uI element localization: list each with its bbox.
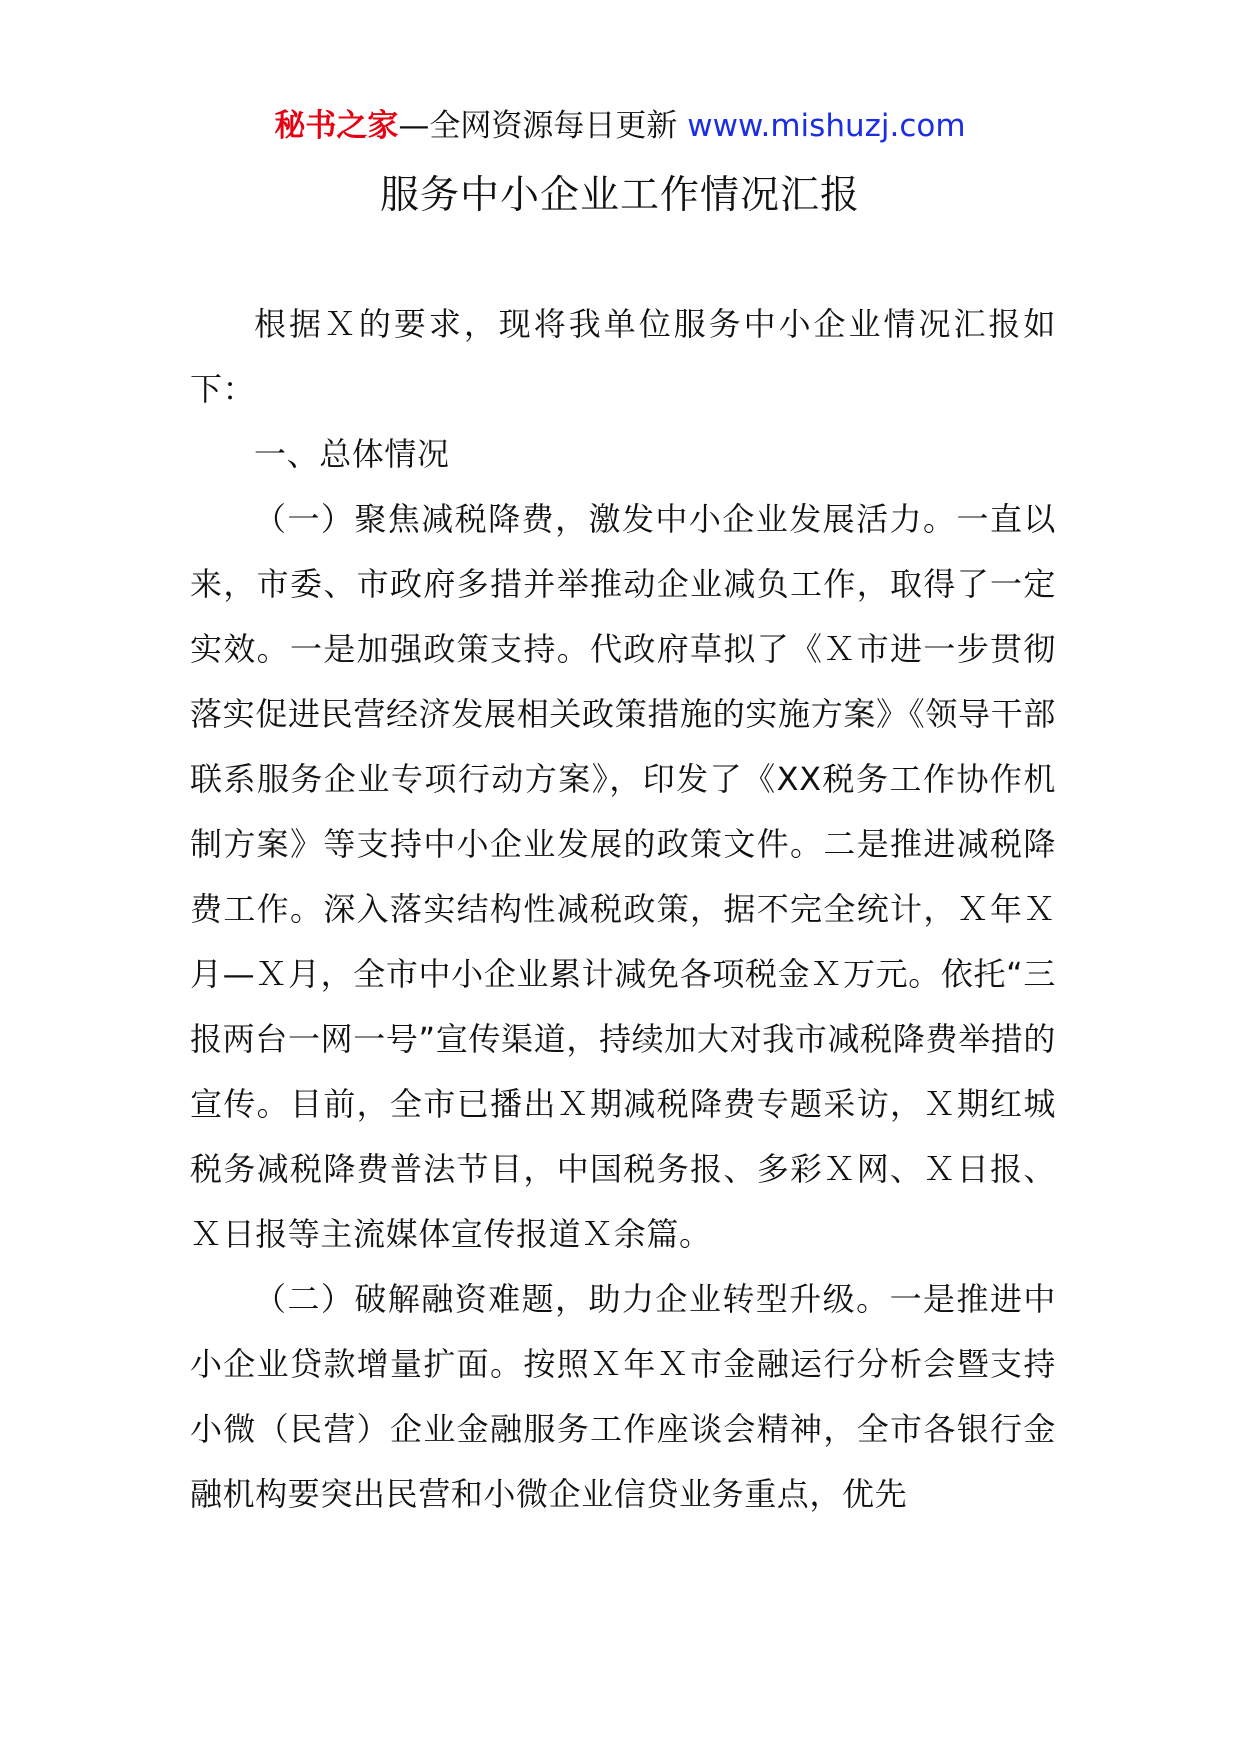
section-heading: 一、总体情况: [254, 435, 450, 473]
site-url-link[interactable]: www.mishuzj.com: [687, 108, 966, 144]
site-header: [0, 104, 1240, 148]
paragraph-financing: （二）破解融资难题，助力企业转型升级。一是推进中小企业贷款增量扩面。按照Ｘ年Ｘ市金融运行分析会暨支持小微（民营）企业金融服务工作座谈会精神，全市各银行金融机构要突出民营和小微企业信贷业务重点，优先: [190, 1280, 1056, 1513]
header-tagline: —全网资源每日更新: [398, 108, 688, 144]
intro-paragraph: 根据Ｘ的要求，现将我单位服务中小企业情况汇报如下：: [190, 305, 1056, 408]
brand-name: 秘书之家: [274, 108, 399, 144]
paragraph-tax-reduction: （一）聚焦减税降费，激发中小企业发展活力。一直以来，市委、市政府多措并举推动企业减负工作，取得了一定实效。一是加强政策支持。代政府草拟了《Ｘ市进一步贯彻落实促进民营经济发展相关政策措施的实施方案》《领导干部联系服务企业专项行动方案》，印发了《XX税务工作协作机制方案》等支持中小企业发展的政策文件。二是推进减税降费工作。深入落实结构性减税政策，据不完全统计，Ｘ年Ｘ月—Ｘ月，全市中小企业累计减免各项税金Ｘ万元。依托“三报两台一网一号”宣传渠道，持续加大对我市减税降费举措的宣传。目前，全市已播出Ｘ期减税降费专题采访，Ｘ期红城税务减税降费普法节目，中国税务报、多彩Ｘ网、Ｘ日报、Ｘ日报等主流媒体宣传报道Ｘ余篇。: [190, 500, 1056, 1253]
document-title: 服务中小企业工作情况汇报: [379, 173, 860, 218]
document-body: [190, 292, 1056, 1527]
